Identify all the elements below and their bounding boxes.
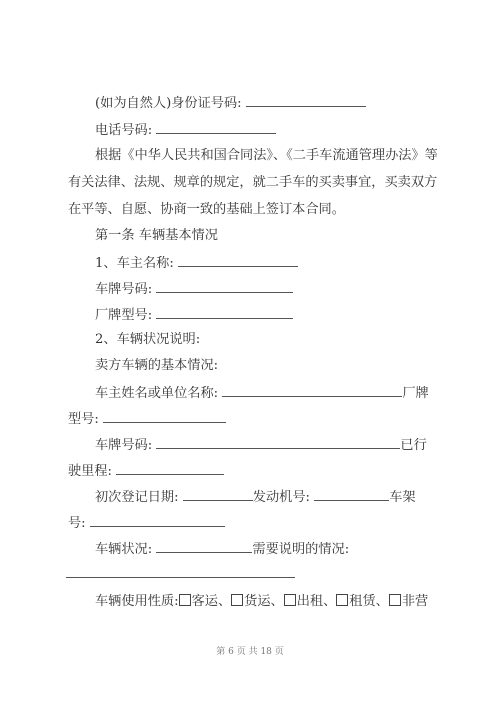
notes-blank bbox=[66, 577, 295, 578]
basis-line-1: 根据《中华人民共和国合同法》、《二手车流通管理办法》等 bbox=[95, 148, 438, 163]
checkbox-non-operating[interactable] bbox=[389, 594, 401, 606]
checkbox-lease[interactable] bbox=[336, 594, 348, 606]
first-reg-date-label: 初次登记日期: bbox=[95, 490, 179, 505]
mileage-label: 驶里程: bbox=[68, 464, 113, 479]
mileage-tail-label: 已行 bbox=[400, 438, 427, 453]
usage-rental-label: 出租、 bbox=[296, 594, 337, 609]
usage-lease-label: 租赁、 bbox=[349, 594, 389, 609]
usage-non-op-label: 非营 bbox=[401, 594, 429, 609]
owner-unit-label: 车主姓名或单位名称: bbox=[95, 386, 219, 401]
model-label: 型号: bbox=[68, 412, 99, 427]
plate-number-2-label: 车牌号码: bbox=[95, 438, 153, 453]
status-line bbox=[95, 540, 349, 558]
vehicle-status-label: 车辆状况: bbox=[95, 542, 153, 557]
usage-line bbox=[95, 594, 428, 610]
checkbox-freight[interactable] bbox=[231, 594, 243, 606]
phone-blank bbox=[156, 121, 276, 134]
id-number-label: (如为自然人)身份证号码: bbox=[95, 96, 242, 111]
usage-freight-label: 货运、 bbox=[244, 594, 284, 609]
phone-line bbox=[95, 121, 276, 139]
notes-label: 需要说明的情况: bbox=[252, 542, 350, 557]
engine-no-blank bbox=[314, 488, 389, 501]
article-1-heading: 第一条 车辆基本情况 bbox=[95, 228, 218, 243]
first-reg-date-blank bbox=[183, 488, 253, 501]
condition-heading: 2、车辆状况说明: bbox=[95, 332, 201, 347]
id-number-blank bbox=[246, 94, 366, 107]
seller-basic-line: 卖方车辆的基本情况: bbox=[95, 358, 219, 373]
vehicle-status-blank bbox=[156, 540, 252, 553]
basis-line-3: 在平等、自愿、协商一致的基础上签订本合同。 bbox=[68, 202, 345, 217]
owner-name-line bbox=[95, 254, 298, 272]
footer-page-total: 18 bbox=[260, 647, 272, 657]
plate-number-label: 车牌号码: bbox=[95, 282, 153, 297]
footer-page-word: 第 bbox=[216, 647, 226, 657]
engine-no-label: 发动机号: bbox=[252, 490, 310, 505]
owner-unit-blank bbox=[222, 384, 402, 397]
owner-name-blank bbox=[178, 254, 298, 267]
footer-page-end: 页 bbox=[274, 647, 284, 657]
brand-model-line bbox=[95, 306, 293, 324]
usage-passenger-label: 客运、 bbox=[191, 594, 232, 609]
checkbox-passenger[interactable] bbox=[179, 594, 191, 606]
brand-model-blank bbox=[156, 306, 293, 319]
basis-line-2: 有关法律、法规、规章的规定，就二手车的买卖事宜，买卖双方 bbox=[68, 175, 438, 190]
plate-number-2-line bbox=[95, 436, 427, 454]
frame-blank bbox=[90, 514, 225, 527]
usage-label: 车辆使用性质: bbox=[95, 594, 179, 609]
registration-line bbox=[95, 488, 416, 506]
plate-number-blank bbox=[156, 280, 293, 293]
brand-model-label: 厂牌型号: bbox=[95, 308, 153, 323]
model-line bbox=[68, 410, 226, 428]
owner-name-label: 1、车主名称: bbox=[95, 256, 174, 271]
owner-unit-line bbox=[95, 384, 429, 402]
plate-number-2-blank bbox=[156, 436, 400, 449]
frame-line bbox=[68, 514, 225, 532]
phone-label: 电话号码: bbox=[95, 123, 153, 138]
footer-page-mid: 页 共 bbox=[236, 647, 258, 657]
page-footer bbox=[0, 644, 500, 657]
footer-page-number: 6 bbox=[228, 647, 234, 657]
brand-tail-label: 厂牌 bbox=[402, 386, 429, 401]
checkbox-rental[interactable] bbox=[284, 594, 296, 606]
id-number-line bbox=[95, 94, 366, 112]
mileage-blank bbox=[116, 462, 224, 475]
model-blank bbox=[103, 410, 226, 423]
plate-number-line bbox=[95, 280, 293, 298]
mileage-line bbox=[68, 462, 224, 480]
frame-tail-label: 车架 bbox=[389, 490, 416, 505]
frame-label: 号: bbox=[68, 516, 86, 531]
